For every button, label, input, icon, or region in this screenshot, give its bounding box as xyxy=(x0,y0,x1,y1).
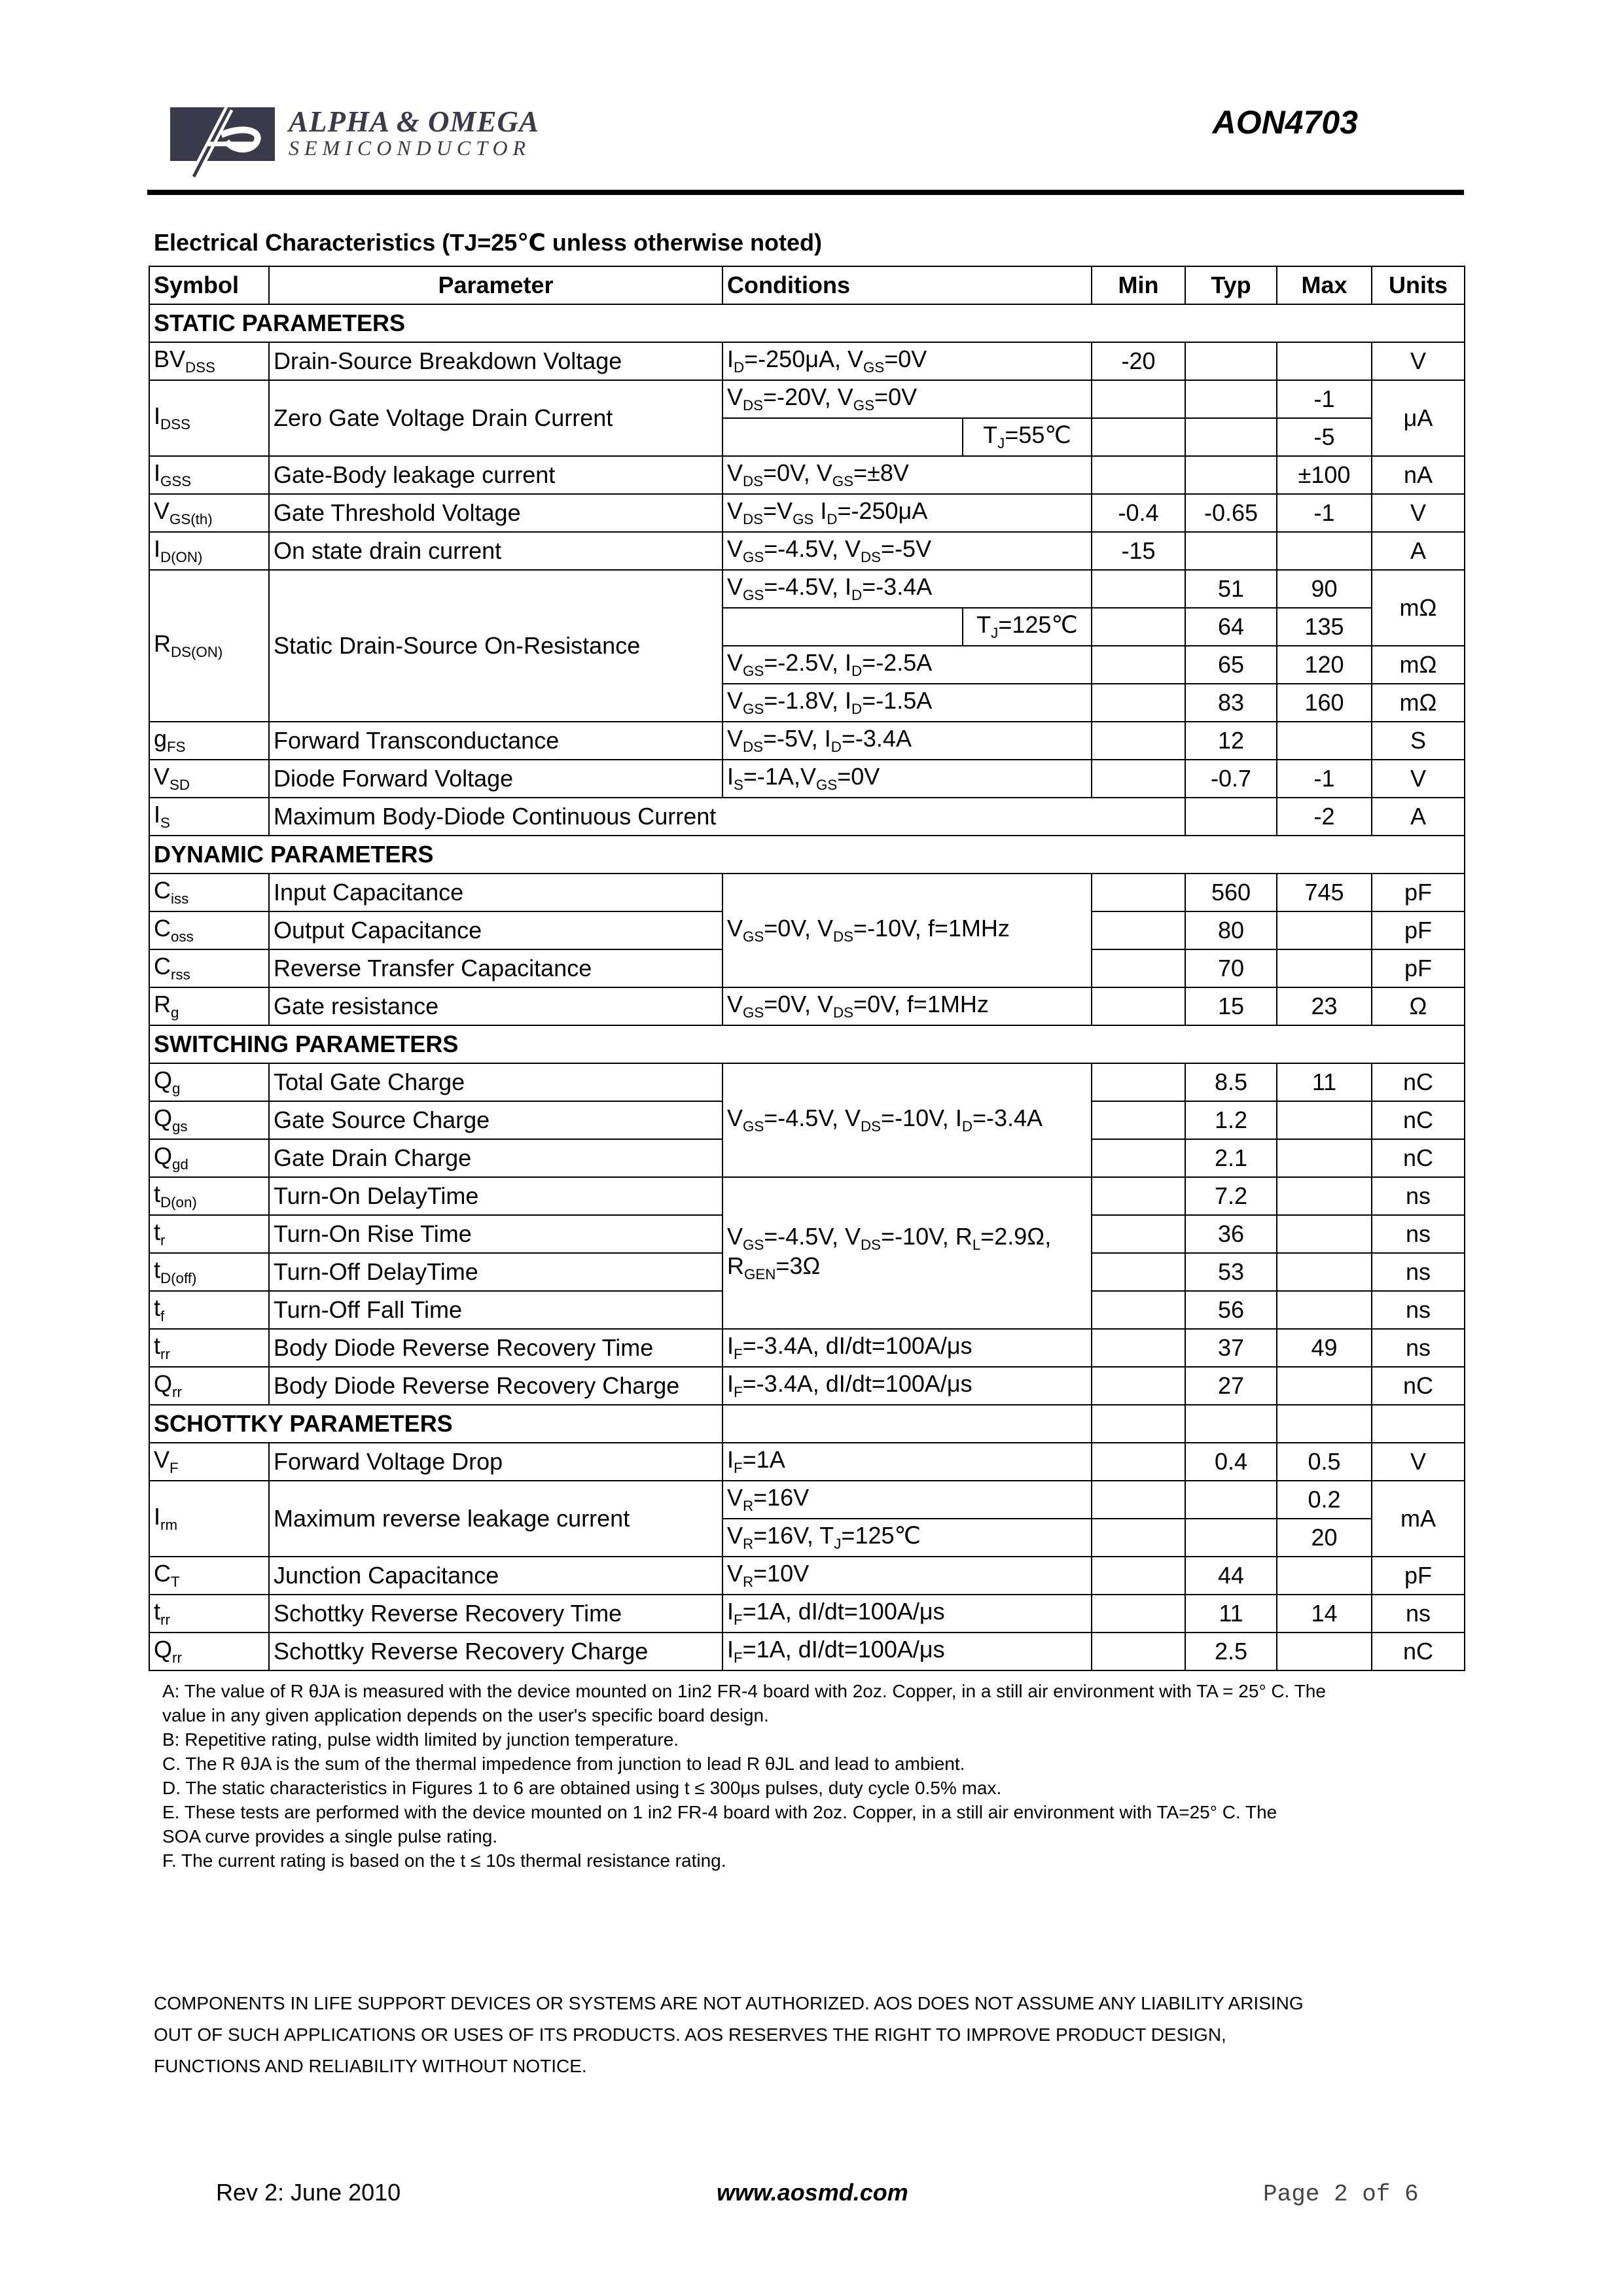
conditions-temp-cell: $T_J=125℃$ xyxy=(963,608,1092,646)
min-cell xyxy=(1092,1443,1185,1481)
table-row xyxy=(149,874,1465,911)
symbol-cell: $C_T$ xyxy=(149,1557,269,1595)
units-cell: ns xyxy=(1372,1215,1465,1253)
symbol-cell: $V_{GS(th)}$ xyxy=(149,494,269,532)
max-cell: -5 xyxy=(1277,418,1372,456)
units-cell: ns xyxy=(1372,1177,1465,1215)
parameter-cell: On state drain current xyxy=(269,532,722,570)
typ-cell: 11 xyxy=(1185,1595,1277,1633)
typ-cell: 36 xyxy=(1185,1215,1277,1253)
typ-cell xyxy=(1185,380,1277,418)
aos-logo-icon xyxy=(169,103,280,182)
typ-cell: 65 xyxy=(1185,646,1277,684)
units-cell: V xyxy=(1372,760,1465,798)
symbol-cell: $g_{FS}$ xyxy=(149,722,269,760)
section-title-text: Electrical Characteristics (TJ=25℃ unless otherwise noted) xyxy=(154,229,822,256)
parameter-cell: Maximum reverse leakage current xyxy=(269,1481,722,1557)
min-cell xyxy=(1092,1633,1185,1670)
max-cell: -2 xyxy=(1277,798,1372,836)
units-cell: nA xyxy=(1372,456,1465,494)
conditions-cell: $V_{GS}=-4.5V$, $I_D=-3.4A$ xyxy=(722,570,1092,608)
conditions-cell: $I_F=1A$, dI/dt=100A/μs xyxy=(722,1595,1092,1633)
min-cell xyxy=(1092,1329,1185,1367)
parameter-cell: Drain-Source Breakdown Voltage xyxy=(269,342,722,380)
units-cell: S xyxy=(1372,722,1465,760)
section-switching: SWITCHING PARAMETERS xyxy=(149,1025,1465,1063)
typ-cell: 80 xyxy=(1185,911,1277,949)
footnote-line: E. These tests are performed with the device mounted on 1 in2 FR-4 board with 2oz. Copper, in a still air environment with TA=25° C. The xyxy=(162,1802,1277,1822)
symbol-cell: $Q_g$ xyxy=(149,1063,269,1101)
parameter-cell: Maximum Body-Diode Continuous Current xyxy=(269,798,1185,836)
table-row xyxy=(149,1329,1465,1367)
min-cell xyxy=(1092,1215,1185,1253)
symbol-cell: $I_{D(ON)}$ xyxy=(149,532,269,570)
conditions-temp-cell: $T_J=55℃$ xyxy=(963,418,1092,456)
typ-cell: 83 xyxy=(1185,684,1277,722)
conditions-cell xyxy=(722,418,963,456)
min-cell xyxy=(1092,1063,1185,1101)
parameter-cell: Total Gate Charge xyxy=(269,1063,722,1101)
table-row xyxy=(149,1367,1465,1405)
min-cell xyxy=(1092,684,1185,722)
parameter-cell: Gate resistance xyxy=(269,987,722,1025)
units-cell: A xyxy=(1372,532,1465,570)
min-cell xyxy=(1092,1519,1185,1557)
min-cell xyxy=(1092,1367,1185,1405)
parameter-cell: Turn-On Rise Time xyxy=(269,1215,722,1253)
typ-cell: 27 xyxy=(1185,1367,1277,1405)
footnote-line: D. The static characteristics in Figures 1 to 6 are obtained using t ≤ 300μs pulses, duty cycle 0.5% max. xyxy=(162,1778,1002,1798)
max-cell xyxy=(1277,911,1372,949)
min-cell xyxy=(1092,608,1185,646)
conditions-cell: $V_R=16V$ xyxy=(722,1481,1092,1519)
parameter-cell: Reverse Transfer Capacitance xyxy=(269,949,722,987)
section-blank-cell xyxy=(1185,1405,1277,1443)
footnote-line: C. The R θJA is the sum of the thermal impedence from junction to lead R θJL and lead to ambient. xyxy=(162,1754,965,1774)
symbol-cell: $Q_{rr}$ xyxy=(149,1633,269,1670)
typ-cell: 1.2 xyxy=(1185,1101,1277,1139)
footer-page-number: Page 2 of 6 xyxy=(1263,2181,1419,2208)
units-cell: pF xyxy=(1372,874,1465,911)
max-cell: -1 xyxy=(1277,494,1372,532)
max-cell: 11 xyxy=(1277,1063,1372,1101)
typ-cell: 0.4 xyxy=(1185,1443,1277,1481)
min-cell xyxy=(1092,1557,1185,1595)
symbol-cell: $t_{rr}$ xyxy=(149,1329,269,1367)
min-cell xyxy=(1092,949,1185,987)
section-dynamic: DYNAMIC PARAMETERS xyxy=(149,836,1465,874)
max-cell xyxy=(1277,1253,1372,1291)
table-row xyxy=(149,1481,1465,1519)
conditions-cell: $V_{DS}=-20V$, $V_{GS}=0V$ xyxy=(722,380,1092,418)
table-row xyxy=(149,722,1465,760)
conditions-cell: $V_{DS}=-5V$, $I_D=-3.4A$ xyxy=(722,722,1092,760)
typ-cell: 15 xyxy=(1185,987,1277,1025)
max-cell xyxy=(1277,1557,1372,1595)
max-cell xyxy=(1277,1139,1372,1177)
parameter-cell: Input Capacitance xyxy=(269,874,722,911)
symbol-cell: $Q_{gs}$ xyxy=(149,1101,269,1139)
min-cell: -15 xyxy=(1092,532,1185,570)
table-row xyxy=(149,760,1465,798)
table-row xyxy=(149,570,1465,608)
footnote-line: F. The current rating is based on the t ≤ 10s thermal resistance rating. xyxy=(162,1850,726,1871)
header-divider xyxy=(147,190,1464,195)
conditions-cell: $V_{GS}=-4.5V$, $V_{DS}=-10V$, $R_L=2.9\Omega$, $R_{GEN}=3\Omega$ xyxy=(722,1177,1092,1329)
table-row xyxy=(149,494,1465,532)
units-cell: ns xyxy=(1372,1595,1465,1633)
min-cell xyxy=(1092,1253,1185,1291)
symbol-cell: $R_{DS(ON)}$ xyxy=(149,570,269,722)
section-row xyxy=(149,836,1465,874)
typ-cell: 37 xyxy=(1185,1329,1277,1367)
footnote-line: B: Repetitive rating, pulse width limited by junction temperature. xyxy=(162,1729,679,1750)
symbol-cell: $C_{oss}$ xyxy=(149,911,269,949)
header-parameter: Parameter xyxy=(269,266,722,304)
max-cell: 745 xyxy=(1277,874,1372,911)
footnote-line: A: The value of R θJA is measured with the device mounted on 1in2 FR-4 board with 2oz. Copper, in a still air environment with TA = 25° C. The xyxy=(162,1681,1326,1701)
units-cell: ns xyxy=(1372,1329,1465,1367)
table-row xyxy=(149,380,1465,418)
parameter-cell: Static Drain-Source On-Resistance xyxy=(269,570,722,722)
table-row xyxy=(149,1443,1465,1481)
parameter-cell: Junction Capacitance xyxy=(269,1557,722,1595)
conditions-cell: $V_{DS}=V_{GS}$ $I_D=-250\mu A$ xyxy=(722,494,1092,532)
table-row xyxy=(149,1177,1465,1215)
parameter-cell: Turn-Off Fall Time xyxy=(269,1291,722,1329)
header-min: Min xyxy=(1092,266,1185,304)
units-cell: nC xyxy=(1372,1101,1465,1139)
max-cell: 0.2 xyxy=(1277,1481,1372,1519)
max-cell xyxy=(1277,1633,1372,1670)
part-number: AON4703 xyxy=(1212,104,1358,141)
min-cell xyxy=(1092,760,1185,798)
disclaimer xyxy=(154,1988,1456,2082)
typ-cell: 53 xyxy=(1185,1253,1277,1291)
table-row xyxy=(149,532,1465,570)
brand-name: ALPHA & OMEGA xyxy=(289,105,540,138)
conditions-cell: $I_F=1A$ xyxy=(722,1443,1092,1481)
min-cell xyxy=(1092,1291,1185,1329)
brand-subtitle: SEMICONDUCTOR xyxy=(289,136,531,160)
max-cell xyxy=(1277,1177,1372,1215)
typ-cell: 12 xyxy=(1185,722,1277,760)
symbol-cell: $V_{SD}$ xyxy=(149,760,269,798)
section-blank-cell xyxy=(722,1405,1092,1443)
units-cell: pF xyxy=(1372,1557,1465,1595)
table-row xyxy=(149,1633,1465,1670)
typ-cell: 56 xyxy=(1185,1291,1277,1329)
min-cell xyxy=(1092,874,1185,911)
table-row xyxy=(149,1557,1465,1595)
max-cell xyxy=(1277,1367,1372,1405)
max-cell: 49 xyxy=(1277,1329,1372,1367)
max-cell: ±100 xyxy=(1277,456,1372,494)
max-cell xyxy=(1277,949,1372,987)
max-cell xyxy=(1277,1215,1372,1253)
parameter-cell: Schottky Reverse Recovery Time xyxy=(269,1595,722,1633)
typ-cell: 51 xyxy=(1185,570,1277,608)
footer-url-link[interactable]: www.aosmd.com xyxy=(717,2179,908,2206)
max-cell xyxy=(1277,1101,1372,1139)
header-units: Units xyxy=(1372,266,1465,304)
symbol-cell: $I_S$ xyxy=(149,798,269,836)
typ-cell: 70 xyxy=(1185,949,1277,987)
units-cell: mΩ xyxy=(1372,570,1465,646)
conditions-cell: $I_F=-3.4A$, dI/dt=100A/μs xyxy=(722,1367,1092,1405)
max-cell xyxy=(1277,1291,1372,1329)
min-cell xyxy=(1092,1595,1185,1633)
max-cell: 135 xyxy=(1277,608,1372,646)
symbol-cell: $t_{D(on)}$ xyxy=(149,1177,269,1215)
units-cell: mA xyxy=(1372,1481,1465,1557)
parameter-cell: Output Capacitance xyxy=(269,911,722,949)
company-logo xyxy=(169,103,588,182)
symbol-cell: $C_{iss}$ xyxy=(149,874,269,911)
header-symbol: Symbol xyxy=(149,266,269,304)
typ-cell: -0.65 xyxy=(1185,494,1277,532)
parameter-cell: Forward Voltage Drop xyxy=(269,1443,722,1481)
typ-cell xyxy=(1185,1519,1277,1557)
max-cell: 23 xyxy=(1277,987,1372,1025)
symbol-cell: $I_{rm}$ xyxy=(149,1481,269,1557)
symbol-cell: $R_g$ xyxy=(149,987,269,1025)
conditions-cell: $I_F=-3.4A$, dI/dt=100A/μs xyxy=(722,1329,1092,1367)
typ-cell: 2.1 xyxy=(1185,1139,1277,1177)
table-row xyxy=(149,1063,1465,1101)
units-cell: A xyxy=(1372,798,1465,836)
typ-cell xyxy=(1185,342,1277,380)
min-cell xyxy=(1092,1177,1185,1215)
table-header-row xyxy=(149,266,1465,304)
parameter-cell: Gate Threshold Voltage xyxy=(269,494,722,532)
max-cell: 0.5 xyxy=(1277,1443,1372,1481)
section-blank-cell xyxy=(1092,1405,1185,1443)
min-cell: -0.4 xyxy=(1092,494,1185,532)
symbol-cell: $t_f$ xyxy=(149,1291,269,1329)
symbol-cell: $Q_{gd}$ xyxy=(149,1139,269,1177)
typ-cell xyxy=(1185,1481,1277,1519)
symbol-cell: $I_{GSS}$ xyxy=(149,456,269,494)
section-row xyxy=(149,304,1465,342)
footnotes xyxy=(162,1679,1465,1873)
conditions-cell: $V_{GS}=-4.5V$, $V_{DS}=-5V$ xyxy=(722,532,1092,570)
symbol-cell: $Q_{rr}$ xyxy=(149,1367,269,1405)
min-cell xyxy=(1092,1101,1185,1139)
section-schottky: SCHOTTKY PARAMETERS xyxy=(149,1405,722,1443)
typ-cell: 2.5 xyxy=(1185,1633,1277,1670)
min-cell xyxy=(1092,456,1185,494)
units-cell: nC xyxy=(1372,1367,1465,1405)
symbol-cell: $C_{rss}$ xyxy=(149,949,269,987)
symbol-cell: $t_{rr}$ xyxy=(149,1595,269,1633)
conditions-cell: $V_{DS}=0V$, $V_{GS}=\pm 8V$ xyxy=(722,456,1092,494)
parameter-cell: Schottky Reverse Recovery Charge xyxy=(269,1633,722,1670)
parameter-cell: Turn-Off DelayTime xyxy=(269,1253,722,1291)
units-cell: nC xyxy=(1372,1633,1465,1670)
section-blank-cell xyxy=(1372,1405,1465,1443)
conditions-cell: $V_{GS}=0V$, $V_{DS}=0V$, f=1MHz xyxy=(722,987,1092,1025)
conditions-cell: $I_D=-250\mu A$, $V_{GS}=0V$ xyxy=(722,342,1092,380)
footnote-line: SOA curve provides a single pulse rating. xyxy=(162,1826,498,1846)
units-cell: mΩ xyxy=(1372,684,1465,722)
section-row xyxy=(149,1025,1465,1063)
table-row xyxy=(149,342,1465,380)
typ-cell: 44 xyxy=(1185,1557,1277,1595)
units-cell: nC xyxy=(1372,1063,1465,1101)
footnote-line: value in any given application depends on the user's specific board design. xyxy=(162,1705,769,1725)
max-cell: 120 xyxy=(1277,646,1372,684)
units-cell: V xyxy=(1372,494,1465,532)
units-cell: V xyxy=(1372,342,1465,380)
units-cell: nC xyxy=(1372,1139,1465,1177)
units-cell: V xyxy=(1372,1443,1465,1481)
units-cell: Ω xyxy=(1372,987,1465,1025)
max-cell xyxy=(1277,722,1372,760)
units-cell: ns xyxy=(1372,1253,1465,1291)
min-cell xyxy=(1092,1481,1185,1519)
disclaimer-line: COMPONENTS IN LIFE SUPPORT DEVICES OR SYSTEMS ARE NOT AUTHORIZED. AOS DOES NOT ASSUME ANY LIABILITY ARISING xyxy=(154,1993,1304,2013)
table-row xyxy=(149,1595,1465,1633)
header-typ: Typ xyxy=(1185,266,1277,304)
typ-cell: 560 xyxy=(1185,874,1277,911)
min-cell xyxy=(1092,570,1185,608)
parameter-cell: Zero Gate Voltage Drain Current xyxy=(269,380,722,456)
conditions-cell: $I_S=-1A,V_{GS}=0V$ xyxy=(722,760,1092,798)
parameter-cell: Turn-On DelayTime xyxy=(269,1177,722,1215)
parameter-cell: Diode Forward Voltage xyxy=(269,760,722,798)
section-static: STATIC PARAMETERS xyxy=(149,304,1465,342)
conditions-cell: $V_{GS}=-4.5V$, $V_{DS}=-10V$, $I_D=-3.4A$ xyxy=(722,1063,1092,1177)
typ-cell: 64 xyxy=(1185,608,1277,646)
units-cell: mΩ xyxy=(1372,646,1465,684)
parameter-cell: Gate-Body leakage current xyxy=(269,456,722,494)
max-cell xyxy=(1277,532,1372,570)
conditions-cell xyxy=(722,608,963,646)
section-blank-cell xyxy=(1277,1405,1372,1443)
max-cell: 14 xyxy=(1277,1595,1372,1633)
units-cell: pF xyxy=(1372,911,1465,949)
footer-revision: Rev 2: June 2010 xyxy=(216,2179,401,2206)
max-cell: -1 xyxy=(1277,760,1372,798)
max-cell xyxy=(1277,342,1372,380)
min-cell xyxy=(1092,722,1185,760)
typ-cell xyxy=(1185,456,1277,494)
parameter-cell: Body Diode Reverse Recovery Charge xyxy=(269,1367,722,1405)
max-cell: 20 xyxy=(1277,1519,1372,1557)
symbol-cell: $t_r$ xyxy=(149,1215,269,1253)
min-cell xyxy=(1092,418,1185,456)
table-row xyxy=(149,987,1465,1025)
min-cell xyxy=(1092,911,1185,949)
parameter-cell: Gate Drain Charge xyxy=(269,1139,722,1177)
max-cell: 160 xyxy=(1277,684,1372,722)
symbol-cell: $BV_{DSS}$ xyxy=(149,342,269,380)
electrical-characteristics-table xyxy=(149,266,1465,1671)
disclaimer-line: FUNCTIONS AND RELIABILITY WITHOUT NOTICE. xyxy=(154,2056,587,2076)
typ-cell: 7.2 xyxy=(1185,1177,1277,1215)
min-cell xyxy=(1092,987,1185,1025)
min-cell xyxy=(1092,1139,1185,1177)
symbol-cell: $I_{DSS}$ xyxy=(149,380,269,456)
conditions-cell: $V_R=16V$, $T_J=125℃$ xyxy=(722,1519,1092,1557)
conditions-cell: $V_{GS}=-2.5V$, $I_D=-2.5A$ xyxy=(722,646,1092,684)
typ-cell: 8.5 xyxy=(1185,1063,1277,1101)
conditions-cell: $V_{GS}=-1.8V$, $I_D=-1.5A$ xyxy=(722,684,1092,722)
section-title xyxy=(154,229,822,256)
typ-cell xyxy=(1185,532,1277,570)
symbol-cell: $t_{D(off)}$ xyxy=(149,1253,269,1291)
parameter-cell: Gate Source Charge xyxy=(269,1101,722,1139)
typ-cell: -0.7 xyxy=(1185,760,1277,798)
units-cell: ns xyxy=(1372,1291,1465,1329)
parameter-cell: Forward Transconductance xyxy=(269,722,722,760)
parameter-cell: Body Diode Reverse Recovery Time xyxy=(269,1329,722,1367)
typ-cell xyxy=(1185,798,1277,836)
min-cell xyxy=(1092,380,1185,418)
section-row xyxy=(149,1405,1465,1443)
conditions-cell: $I_F=1A$, dI/dt=100A/μs xyxy=(722,1633,1092,1670)
max-cell: -1 xyxy=(1277,380,1372,418)
min-cell xyxy=(1092,646,1185,684)
header-max: Max xyxy=(1277,266,1372,304)
typ-cell xyxy=(1185,418,1277,456)
conditions-cell: $V_{GS}=0V$, $V_{DS}=-10V$, f=1MHz xyxy=(722,874,1092,987)
header-conditions: Conditions xyxy=(722,266,1092,304)
disclaimer-line: OUT OF SUCH APPLICATIONS OR USES OF ITS PRODUCTS. AOS RESERVES THE RIGHT TO IMPROVE PRODUCT DESIGN, xyxy=(154,2024,1226,2045)
table-row xyxy=(149,456,1465,494)
conditions-cell: $V_R=10V$ xyxy=(722,1557,1092,1595)
table-row xyxy=(149,798,1465,836)
units-cell: μA xyxy=(1372,380,1465,456)
max-cell: 90 xyxy=(1277,570,1372,608)
symbol-cell: $V_F$ xyxy=(149,1443,269,1481)
min-cell: -20 xyxy=(1092,342,1185,380)
units-cell: pF xyxy=(1372,949,1465,987)
